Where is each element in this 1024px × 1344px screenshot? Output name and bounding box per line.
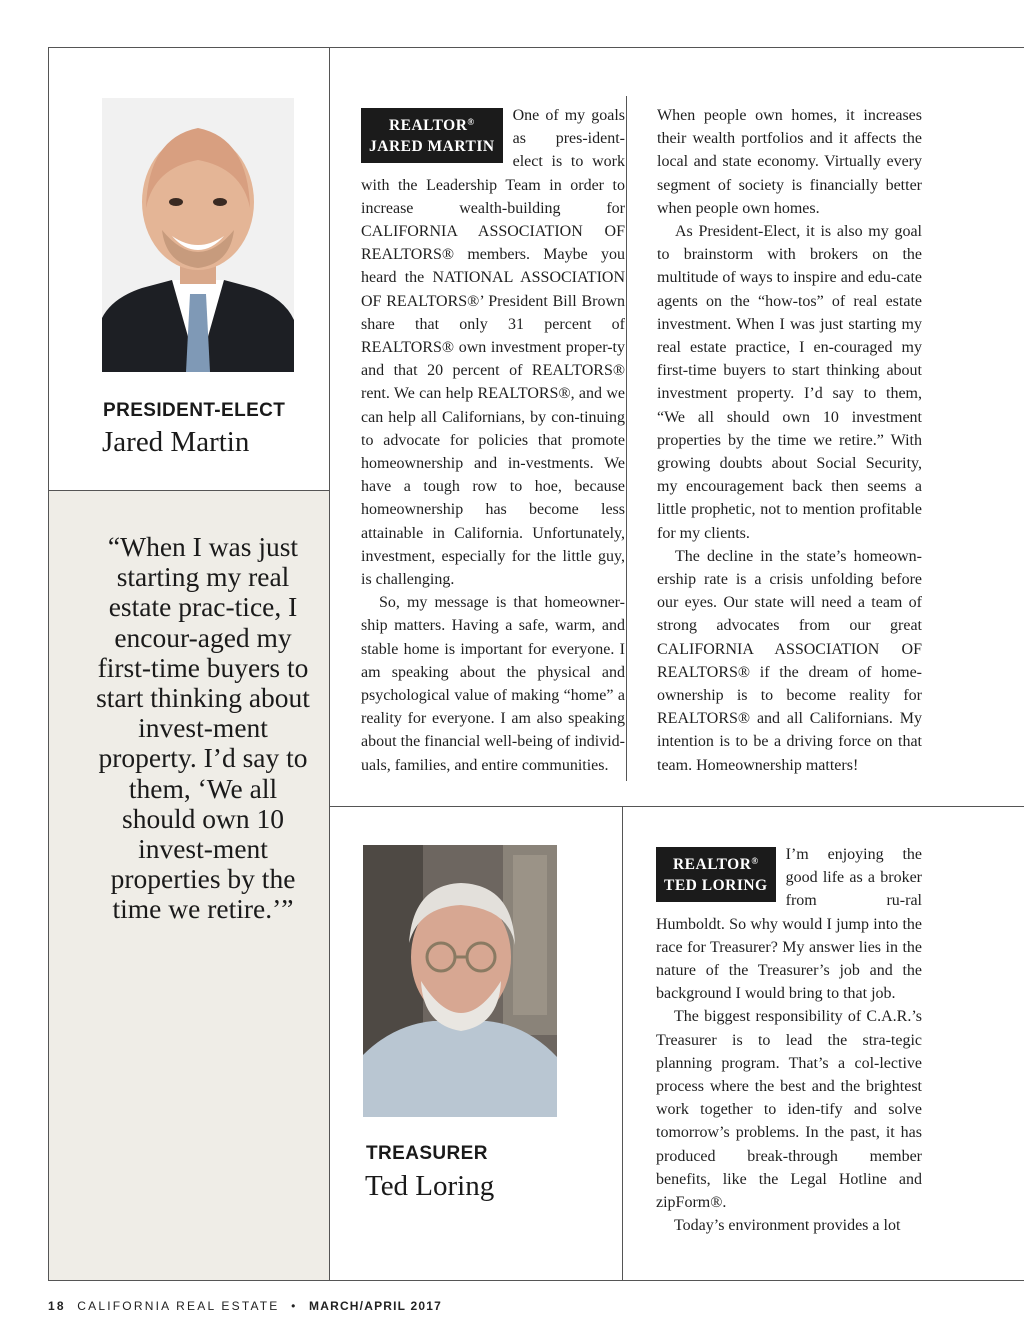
page-footer [48, 1299, 442, 1313]
jared-tag-line2: JARED MARTIN [369, 138, 495, 155]
jared-martin-photo [102, 98, 294, 372]
ted-paragraph-2: The biggest responsibility of C.A.R.’s Treasurer is to lead the stra-tegic planning program. That’s a col-lective process where the best and the brightest work together to iden-tify and solve tomorrow’s problems. In the past, it has produced break-through member benefits, like the Legal Hotline and zipForm®. [656, 1008, 922, 1212]
jared-col2-paragraph-1: When people own homes, it increases their wealth portfolios and it affects the local and state economy. Virtually every segment of society is financially better when people own homes. [657, 107, 922, 217]
page-number: 18 [48, 1299, 66, 1313]
jared-article-column-rule [626, 96, 627, 781]
jared-name: Jared Martin [102, 426, 250, 458]
jared-realtor-tag [361, 108, 503, 163]
ted-name: Ted Loring [365, 1170, 495, 1202]
jared-col2-paragraph-2: As President-Elect, it is also my goal to brainstorm with brokers on the multitude of ways to inspire and edu-cate agents on the “how-tos” of real estate investment. When I was just starting my real estate practice, I en-couraged my first-time buyers to start thinking about investment property. I’d say to them, “We all should own 10 investment properties by the time we retire.” With growing doubts about Social Security, my encouragement back then seems a little prophetic, not to mention profitable for my clients. [657, 223, 922, 542]
ted-article-column-rule [622, 806, 623, 1280]
jared-article-column-2 [657, 104, 922, 777]
jared-tag-line1: REALTOR [388, 117, 468, 134]
issue-date: MARCH/APRIL 2017 [309, 1299, 443, 1313]
footer-bullet: • [291, 1299, 298, 1313]
jared-col1-paragraph-2: So, my message is that homeowner-ship matters. Having a safe, warm, and stable home is important for everyone. I am speaking about the physical and psychological value of making “home” a reality for everyone. I am also speaking about the financial well-being of individ-uals, families, and entire communities. [361, 594, 625, 774]
jared-article-column-1 [361, 104, 625, 777]
pull-quote-top-rule [48, 490, 330, 491]
jared-col2-paragraph-3: The decline in the state’s homeown-ership rate is a crisis unfolding before our eyes. Our state will need a team of strong advocates from our great CALIFORNIA ASSOCIATION OF REALTORS® if the dream of home-ownership is to become reality for REALTORS® and all Californians. My intention is to be a driving force on that team. Homeownership matters! [657, 547, 922, 774]
ted-tag-line1: REALTOR [672, 856, 752, 873]
frame-bottom-rule [48, 1280, 1024, 1281]
jared-tag-reg: ® [467, 117, 475, 127]
ted-loring-photo [363, 845, 557, 1117]
frame-top-rule [48, 47, 1024, 48]
left-column-divider [329, 47, 330, 1281]
jared-col1-paragraph-1: One of my goals as pres-ident-elect is to work with the Leadership Team in order to increase wealth-building for CALIFORNIA ASSOCIATION OF REALTORS® members. Maybe you heard the NATIONAL ASSOCIATION OF REALTORS®’ President Bill Brown share that only 31 percent of REALTORS® own investment proper-ty and that 20 percent of REALTORS® rent. We can help REALTORS®, and we can help all Californians, by con-tinuing to advocate for policies that promote homeownership and in-vestments. We have a tough row to hoe, because homeownership has become less attainable in California. Unfortunately, investment, especially for the little guy, is challenging. [361, 107, 625, 589]
ted-tag-line2: TED LORING [664, 877, 768, 894]
ted-paragraph-3: Today’s environment provides a lot [674, 1217, 901, 1235]
jared-role-label: PRESIDENT-ELECT [103, 400, 286, 421]
ted-role-label: TREASURER [366, 1143, 488, 1164]
ted-realtor-tag [656, 847, 776, 902]
ted-article-column [656, 843, 922, 1237]
ted-tag-reg: ® [751, 856, 759, 866]
pull-quote: “When I was just starting my real estate prac-tice, I encour-aged my first-time buyers to start thinking about invest-ment property. I’d say to them, ‘We all should own 10 invest-ment properties by the time we retire.’” [96, 531, 310, 925]
article-divider [329, 806, 1024, 807]
ted-paragraph-1: I’m enjoying the good life as a broker from ru-ral Humboldt. So why would I jump into the race for Treasurer? My answer lies in the nature of the Treasurer’s job and the background I would bring to that job. [656, 846, 922, 1003]
publication-name: CALIFORNIA REAL ESTATE [77, 1299, 280, 1313]
